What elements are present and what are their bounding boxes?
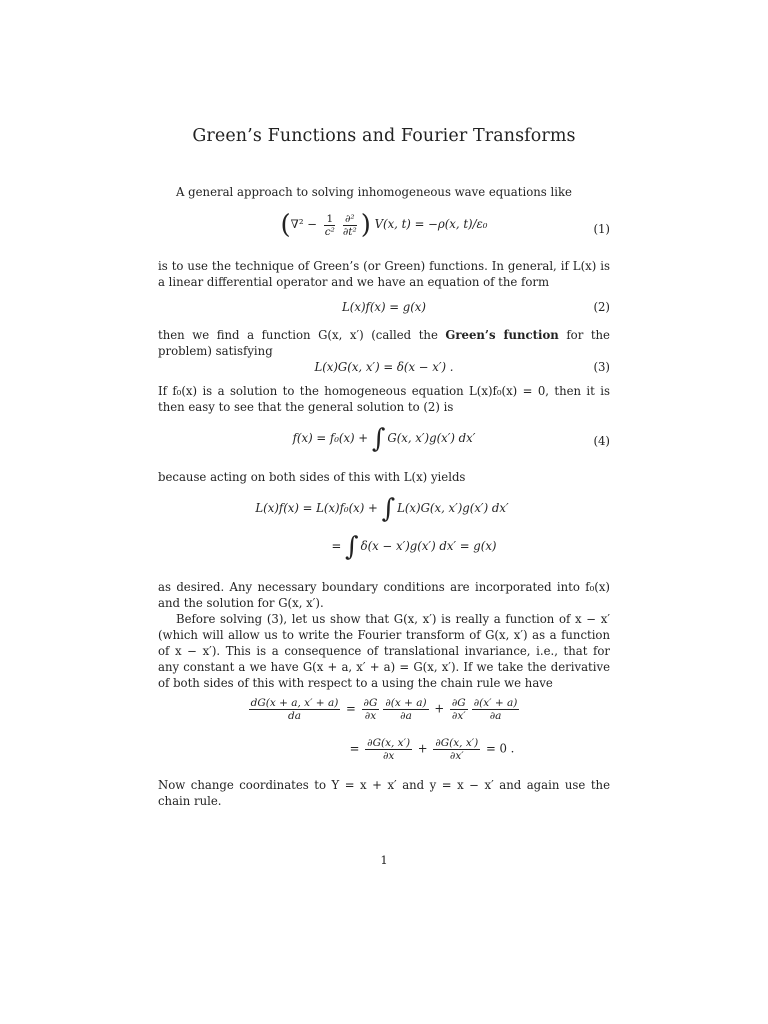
paragraph-change-coordinates: Now change coordinates to Y = x + x′ and y = x − x′ and again use the chain rule. bbox=[158, 778, 610, 808]
equation-4: f(x) = f₀(x) + ∫ G(x, x′)g(x′) dx′ (4) bbox=[292, 424, 610, 454]
equation-1: (∇² − $\frac{1}{\text{c²}}$ $\frac{\text{∂²}}{\text{∂t²}}$ ) V(x, t) = −ρ(x, t)/ε₀ (1) bbox=[280, 210, 610, 240]
paragraph-acting: because acting on both sides of this with L(x) yields bbox=[158, 470, 466, 484]
equation-number-2: (2) bbox=[593, 300, 610, 314]
paragraph-green-technique: is to use the technique of Green’s (or Green) functions. In general, if L(x) is a linear differential operator and we have an equation of the form bbox=[158, 259, 610, 289]
equation-2: L(x)f(x) = g(x) (2) bbox=[342, 300, 610, 314]
equation-3: L(x)G(x, x′) = δ(x − x′) . (3) bbox=[314, 360, 610, 374]
equation-chain-rule-2: = $\frac{\partial G(x, x')}{\partial x}$ + $\frac{\partial G(x, x')}{\partial x'}$ = 0 . bbox=[349, 737, 515, 762]
paragraph-homogeneous: If f₀(x) is a solution to the homogeneous equation L(x)f₀(x) = 0, then it is then easy to see that the general solution to (2) is bbox=[158, 384, 610, 414]
equation-number-1: (1) bbox=[593, 222, 610, 236]
paragraph-translational: Before solving (3), let us show that G(x, x′) is really a function of x − x′ (which will allow us to write the Fourier transform of G(x, x′) as a function of x − x′). This is a consequence of translational invariance, i.e., that for any constant a we have G(x + a, x′ + a) = G(x, x′). If we take the derivative of both sides of this with respect to a using the chain rule we have bbox=[158, 612, 610, 690]
page-number: 1 bbox=[380, 853, 388, 867]
paragraph-green-function: then we find a function G(x, x′) (called the Green’s function for the problem) satisfying bbox=[158, 328, 610, 358]
equation-1-rhs: V(x, t) = −ρ(x, t)/ε₀ bbox=[374, 217, 488, 231]
green-function-term: Green’s function bbox=[445, 328, 559, 342]
page-title: Green’s Functions and Fourier Transforms bbox=[192, 126, 576, 146]
paragraph-as-desired: as desired. Any necessary boundary conditions are incorporated into f₀(x) and the solution for G(x, x′). bbox=[158, 580, 610, 610]
equation-6: = ∫ δ(x − x′)g(x′) dx′ = g(x) bbox=[331, 532, 497, 562]
equation-number-3: (3) bbox=[593, 360, 610, 374]
paragraph-intro: A general approach to solving inhomogeneous wave equations like bbox=[176, 185, 572, 199]
equation-chain-rule-1: $\frac{dG(x + a, x' + a)}{da}$ = $\frac{\partial G}{\partial x}$ $\frac{\partial(x + a)}{\partial a}$ + $\frac{\partial G}{\partial x'}$ $\frac{\partial(x' + a)}{\partial a}$ bbox=[250, 697, 518, 722]
equation-number-4: (4) bbox=[593, 434, 610, 448]
equation-5: L(x)f(x) = L(x)f₀(x) + ∫ L(x)G(x, x′)g(x′) dx′ bbox=[255, 494, 509, 524]
